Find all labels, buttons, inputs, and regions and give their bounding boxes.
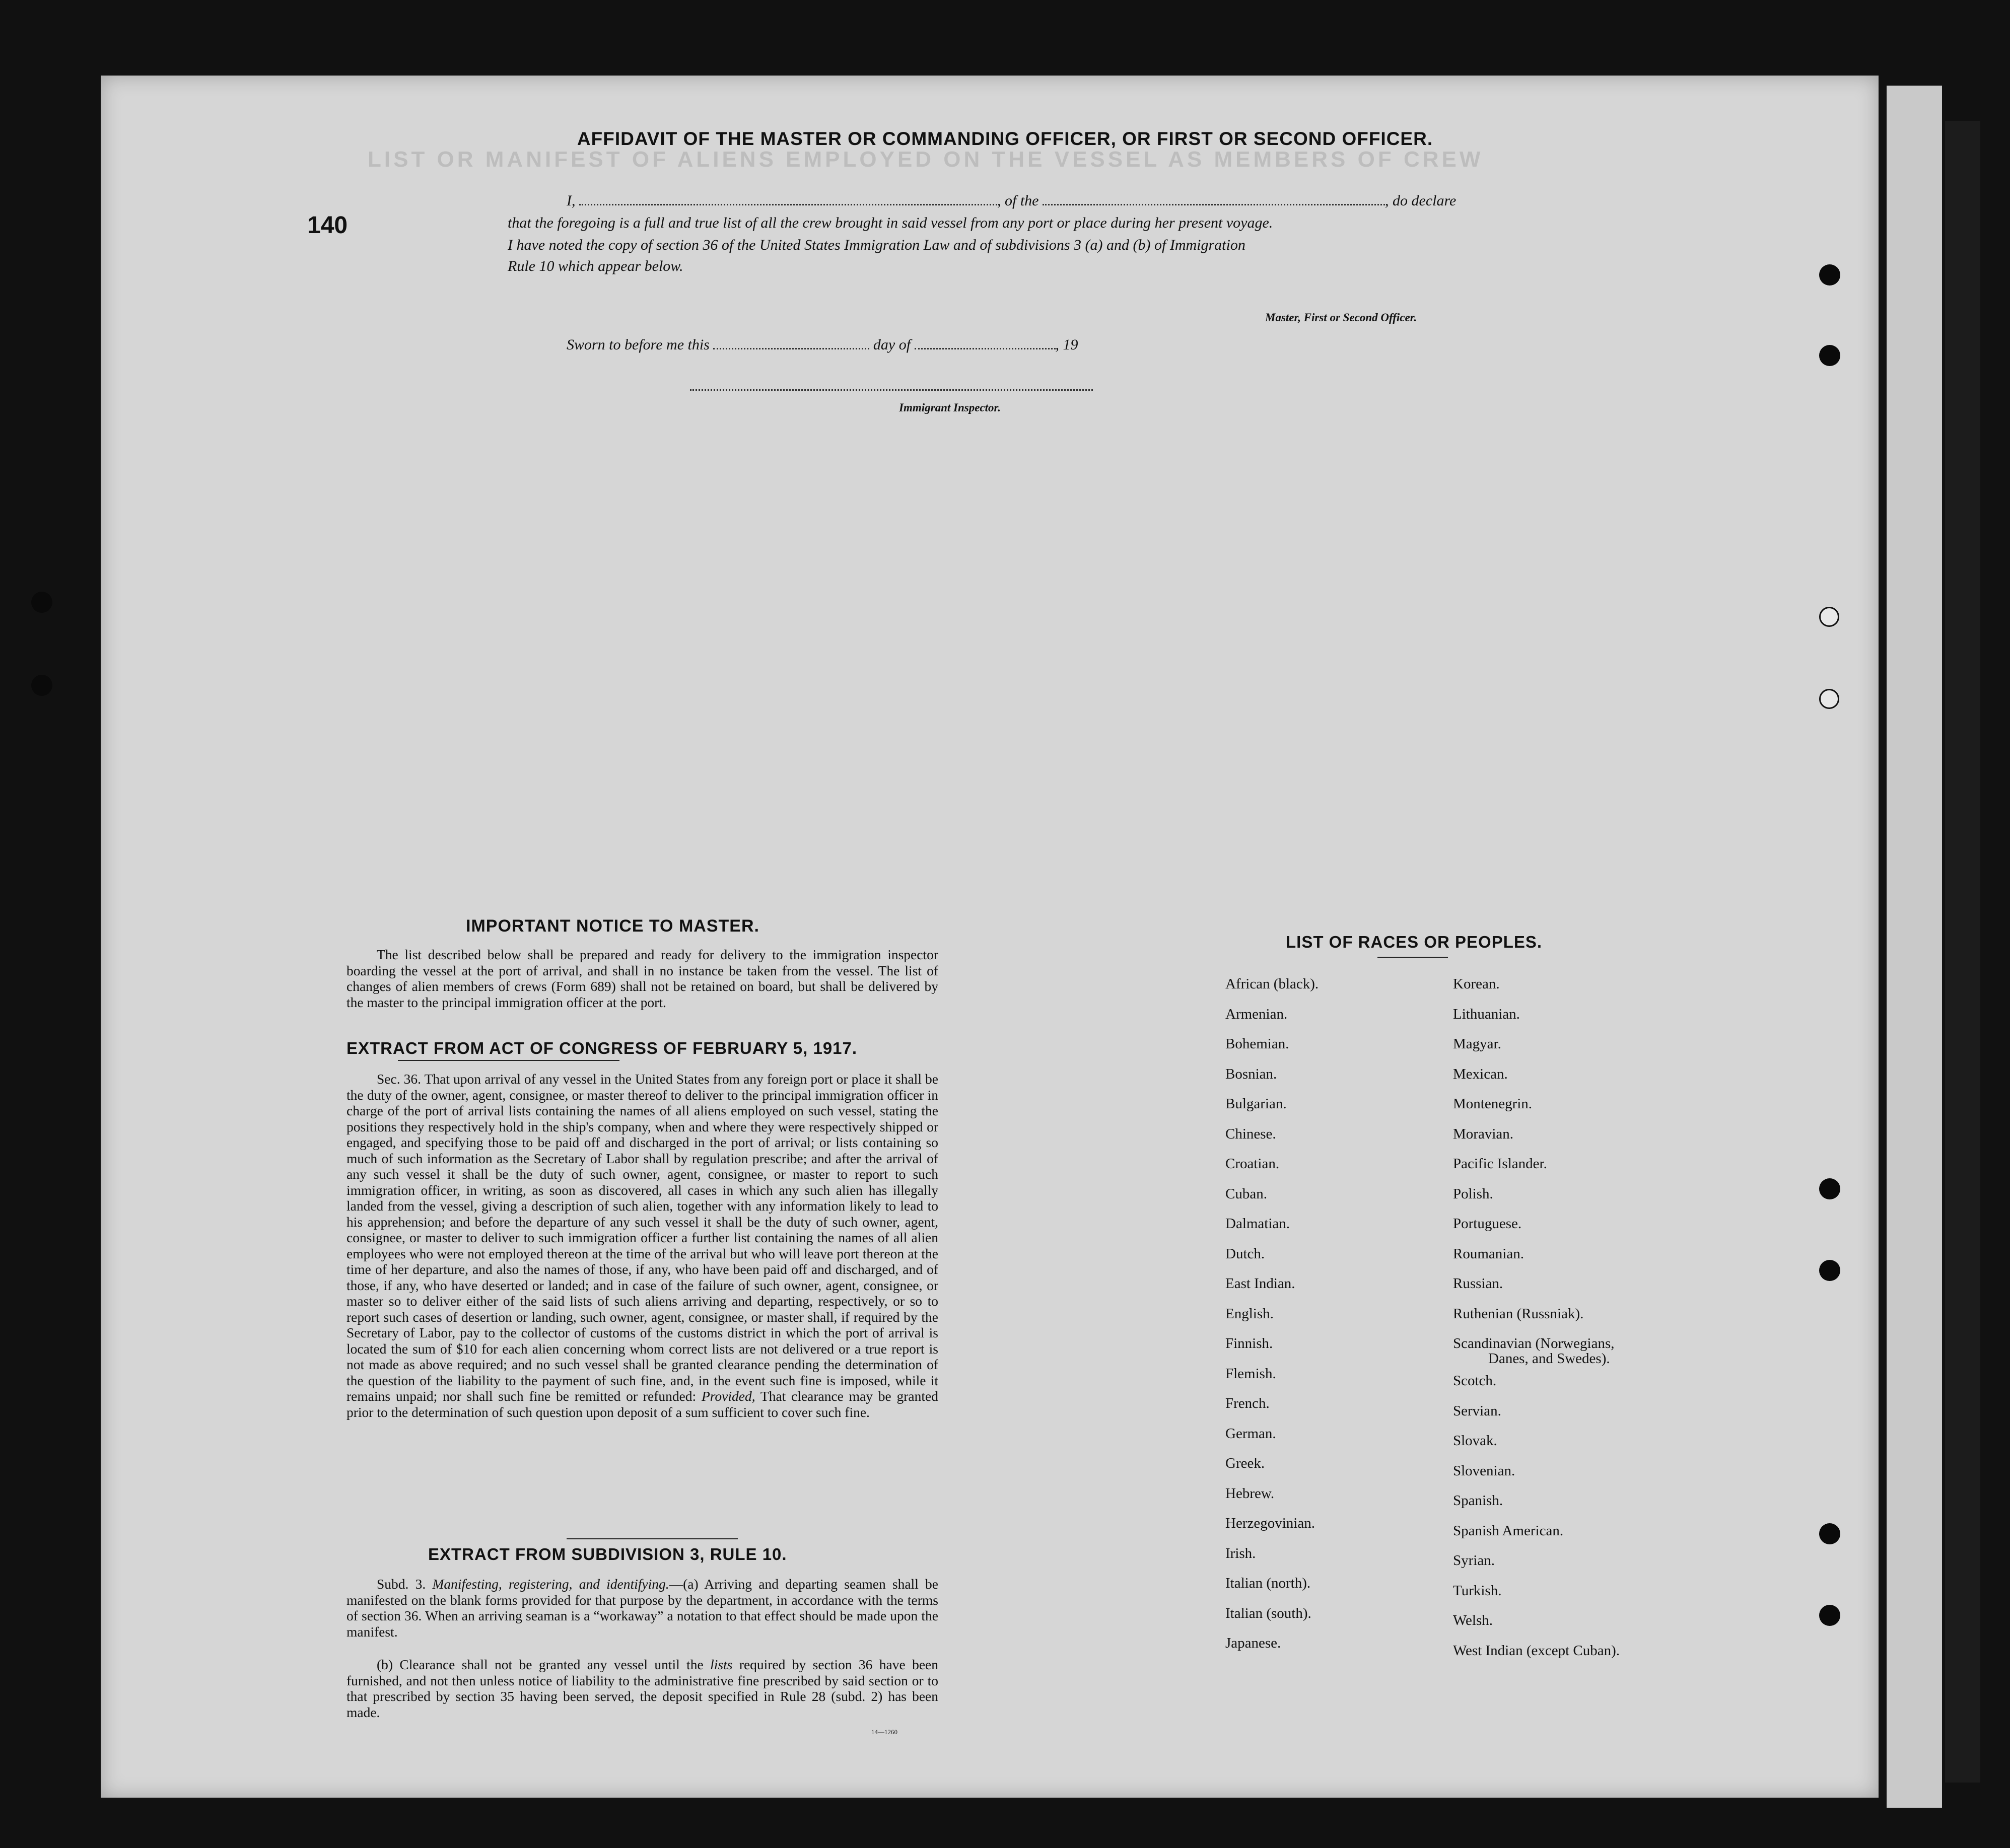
sworn-line: [567, 336, 1078, 353]
subd-b-start: (b) Clearance shall not be granted any vessel until the: [377, 1657, 704, 1672]
adjacent-page-edge: [1884, 86, 1942, 1808]
inspector-label: Immigrant Inspector.: [899, 401, 1001, 414]
binder-hole: [1819, 1260, 1840, 1281]
bleed-through-text: LIST OR MANIFEST OF ALIENS EMPLOYED ON THE VESSEL AS MEMBERS OF CREW: [368, 147, 1484, 172]
master-signature-label: Master, First or Second Officer.: [1265, 311, 1417, 324]
race-item: Bohemian.: [1225, 1036, 1289, 1052]
race-item: English.: [1225, 1305, 1274, 1322]
race-item: Bosnian.: [1225, 1065, 1277, 1082]
race-item: Portuguese.: [1453, 1216, 1522, 1232]
race-item: Polish.: [1453, 1185, 1493, 1202]
vessel-blank[interactable]: [1043, 200, 1385, 205]
race-item: African (black).: [1225, 976, 1319, 992]
race-item: Dutch.: [1225, 1245, 1265, 1262]
binder-hole: [1819, 1178, 1840, 1199]
sworn-text: Sworn to before me this: [567, 336, 710, 353]
race-item: French.: [1225, 1395, 1270, 1411]
race-item: Turkish.: [1453, 1582, 1502, 1599]
binder-edge: [1945, 121, 1980, 1783]
race-item: Cuban.: [1225, 1185, 1267, 1202]
year-text: , 19: [1055, 336, 1078, 353]
race-item: Slovak.: [1453, 1433, 1497, 1449]
race-item: Montenegrin.: [1453, 1096, 1533, 1112]
day-of-text: day of: [873, 336, 911, 353]
race-item: Welsh.: [1453, 1612, 1493, 1628]
subdivision-b-text: [346, 1657, 938, 1720]
race-item: Hebrew.: [1225, 1485, 1275, 1502]
subdivision-a-text: [346, 1576, 938, 1640]
affidavit-line-4: Rule 10 which appear below.: [508, 258, 683, 274]
name-blank[interactable]: [579, 200, 997, 205]
affidavit-title: AFFIDAVIT OF THE MASTER OR COMMANDING OFFICER, OR FIRST OR SECOND OFFICER.: [577, 128, 1433, 149]
race-item: Spanish.: [1453, 1492, 1503, 1509]
race-item: Italian (south).: [1225, 1605, 1311, 1621]
race-item: Scotch.: [1453, 1373, 1497, 1389]
affidavit-do-declare: , do declare: [1385, 192, 1457, 209]
subd-heading: Manifesting, registering, and identifying.: [432, 1576, 669, 1592]
subd-a-body: —(a) Arriving and departing seamen shall be manifested on the blank forms provided for that purpose by the department, in accordance with the terms of section 36. When an arriving seaman is a “workaway” a notation to that effect should be made upon the manifest.: [346, 1576, 939, 1640]
notice-title: IMPORTANT NOTICE TO MASTER.: [466, 916, 759, 936]
race-item: Russian.: [1453, 1275, 1503, 1292]
form-number: 14—1260: [871, 1728, 897, 1736]
race-item: Greek.: [1225, 1455, 1265, 1471]
race-item: German.: [1225, 1425, 1276, 1442]
race-item: Bulgarian.: [1225, 1096, 1287, 1112]
affidavit-line-3: I have noted the copy of section 36 of the United States Immigration Law and of subdivisions 3 (a) and (b) of Immigration: [508, 237, 1245, 253]
race-item: Syrian.: [1453, 1552, 1495, 1569]
race-item: Moravian.: [1453, 1125, 1513, 1142]
affidavit-i: I,: [567, 192, 576, 209]
provided-word: Provided,: [701, 1388, 755, 1404]
binder-hole: [1819, 1605, 1840, 1626]
binder-hole: [1819, 1523, 1840, 1544]
inspector-signature-blank[interactable]: [690, 385, 1093, 391]
section-label: Sec. 36.: [377, 1071, 422, 1087]
race-item: Finnish.: [1225, 1335, 1273, 1352]
race-item: Armenian.: [1225, 1006, 1288, 1022]
section-36-body: That upon arrival of any vessel in the United States from any foreign port or place it shall be the duty of the owner, agent, consignee, or master thereof to deliver to the principal immigration officer in charge of the port of arrival lists containing the names of all aliens employed on such vessel, stating the positions they respectively hold in the ship's company, when and where they were respectively shipped or engaged, and specifying those to be paid off and discharged in the port of arrival; or lists containing so much of such information as the Secretary of Labor shall by regulation prescribe; and after the arrival of any such vessel it shall be the duty of such owner, agent, consignee, or master to report to such immigration officer, in writing, as soon as discovered, all cases in which any such alien has illegally landed from the vessel, giving a description of such alien, together with any information likely to lead to his apprehension; and before the departure of any such vessel it shall be the duty of such owner, agent, consignee, or master to deliver to such immigration officer a further list containing the names of all alien employees who were not employed thereon at the time of the arrival but who will leave port thereon at the time of her departure, and also the names of those, if any, who have been paid off and discharged, and of those, if any, who have deserted or landed; and in case of the failure of such owner, agent, consignee, or master so to deliver either of the said lists of such aliens arriving and departing, respectively, or so to report such cases of desertion or landing, such owner, agent, consignee, or master shall, if required by the Secretary of Labor, pay to the collector of customs of the customs district in which the port of arrival is located the sum of $10 for each alien concerning whom correct lists are not delivered or a true report is not made as above required; and no such vessel shall be granted clearance pending the determination of the question of the liability to the payment of such fine, and, in the event such fine is imposed, while it remains unpaid; nor shall such fine be remitted or refunded:: [346, 1071, 938, 1404]
binder-hole: [1819, 607, 1839, 627]
race-item: Magyar.: [1453, 1036, 1501, 1052]
affidavit-line-1: [567, 192, 1456, 209]
race-item: Danes, and Swedes).: [1488, 1351, 1610, 1367]
races-left-column: [1225, 976, 1319, 1665]
binder-hole: [31, 675, 52, 696]
race-item: Croatian.: [1225, 1156, 1280, 1172]
day-blank[interactable]: [713, 344, 869, 349]
races-title: LIST OF RACES OR PEOPLES.: [1286, 933, 1543, 951]
race-item: Pacific Islander.: [1453, 1156, 1547, 1172]
lists-word: lists: [710, 1657, 733, 1672]
race-item: Irish.: [1225, 1545, 1256, 1561]
binder-hole: [31, 592, 52, 613]
binder-hole: [1819, 345, 1840, 366]
binder-hole: [1819, 264, 1840, 286]
race-item: Chinese.: [1225, 1125, 1276, 1142]
race-item: Spanish American.: [1453, 1522, 1564, 1539]
race-item: Roumanian.: [1453, 1245, 1524, 1262]
subd-label: Subd. 3.: [377, 1576, 426, 1592]
section-36-text: [346, 1071, 938, 1420]
races-right-column: [1453, 976, 1620, 1672]
subd-b-end: required by section 36 have been furnished, and not then unless notice of liability to the administrative fine prescribed by said section or to that prescribed by section 35 having been served, the deposit specified in Rule 28 (subd. 2) has been made.: [346, 1657, 938, 1720]
race-item: Italian (north).: [1225, 1575, 1311, 1591]
act-extract-title: EXTRACT FROM ACT OF CONGRESS OF FEBRUARY 5, 1917.: [346, 1039, 858, 1057]
race-item: West Indian (except Cuban).: [1453, 1642, 1620, 1659]
race-item: Flemish.: [1225, 1365, 1276, 1382]
race-item: Mexican.: [1453, 1065, 1508, 1082]
affidavit-line-2: that the foregoing is a full and true list of all the crew brought in said vessel from any port or place during her present voyage.: [508, 215, 1273, 231]
month-blank[interactable]: [915, 344, 1056, 349]
race-item: Japanese.: [1225, 1635, 1281, 1651]
rule-extract-title: EXTRACT FROM SUBDIVISION 3, RULE 10.: [428, 1545, 787, 1563]
divider: [398, 1060, 619, 1061]
race-item: Korean.: [1453, 976, 1500, 992]
race-item: Dalmatian.: [1225, 1216, 1290, 1232]
binder-hole: [1819, 689, 1839, 709]
margin-number: 140: [307, 212, 348, 239]
race-item: Servian.: [1453, 1402, 1501, 1419]
race-item: Slovenian.: [1453, 1462, 1515, 1479]
race-item: Lithuanian.: [1453, 1006, 1520, 1022]
notice-text: The list described below shall be prepared and ready for delivery to the immigration inspector boarding the vessel at the port of arrival, and shall in no instance be taken from the vessel. The list of changes of alien members of crews (Form 689) shall not be retained on board, but shall be delivered by the master to the principal immigration officer at the port.: [346, 947, 938, 1010]
affidavit-of-the: , of the: [997, 192, 1039, 209]
race-item: Ruthenian (Russniak).: [1453, 1305, 1584, 1322]
race-item: Herzegovinian.: [1225, 1515, 1315, 1531]
race-item: Scandinavian (Norwegians,: [1453, 1335, 1615, 1352]
divider: [1377, 957, 1448, 958]
race-item: East Indian.: [1225, 1275, 1295, 1292]
divider: [567, 1538, 738, 1539]
section-36-end: That clearance may be granted prior to the determination of such question upon deposit of a sum sufficient to cover such fine.: [346, 1388, 938, 1420]
